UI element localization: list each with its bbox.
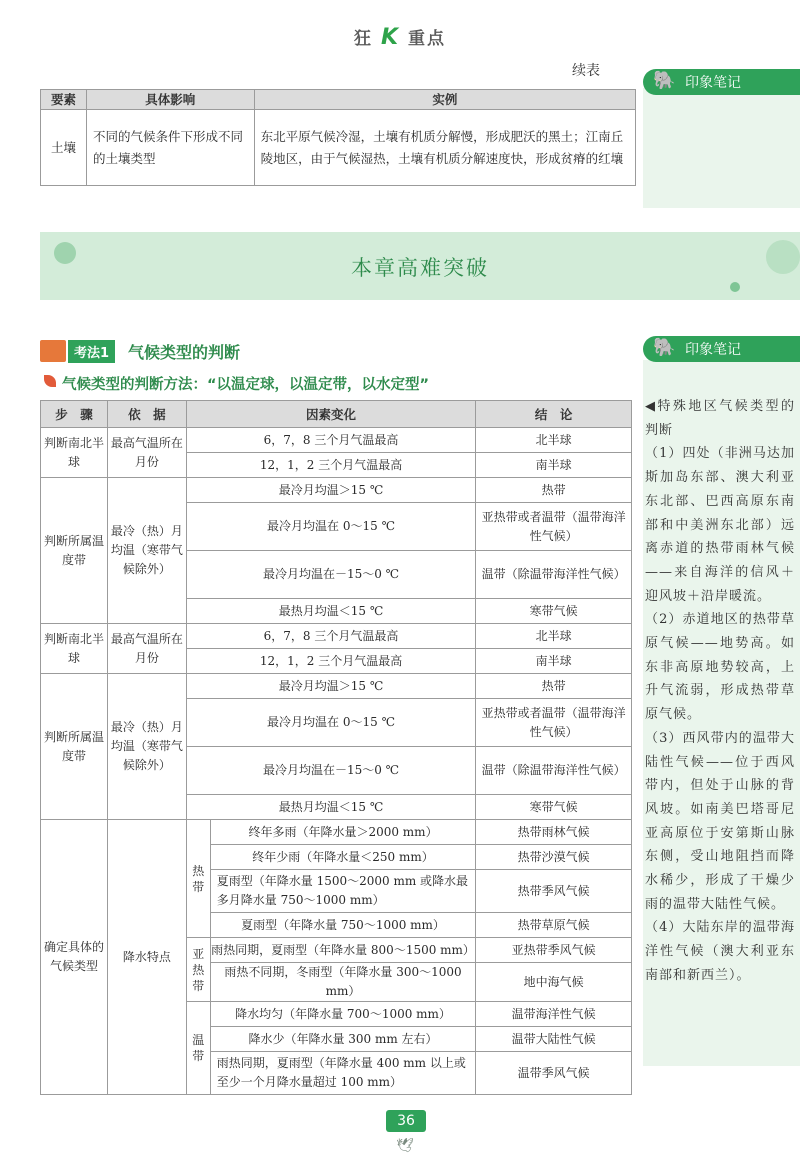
elephant-icon: 🐘 [653,70,676,91]
soil-example: 东北平原气候冷湿，土壤有机质分解慢，形成肥沃的黑土；江南丘陵地区，由于气候湿热，土壤有机质分解速度快，形成贫瘠的红壤 [254,110,635,186]
note-paragraph: （2）赤道地区的热带草原气候——地势高。如东非高原地势较高，上升气流弱，形成热带草原气候。 [645,612,795,723]
brand-text-b: 重点 [407,29,446,49]
result-cell: 亚热带或者温带（温带海洋性气候） [476,503,632,551]
kaofa-label: 考法1 [68,340,115,363]
note-area-top [643,88,800,208]
factor-cell: 12，1，2 三个月气温最高 [186,649,475,674]
result-cell: 热带草原气候 [476,913,632,938]
factor-cell: 雨热同期，夏雨型（年降水量 800～1500 mm） [210,938,476,963]
leaf-icon [44,375,56,387]
soil-element: 土壤 [41,110,87,186]
note-paragraph: （3）西风带内的温带大陆性气候——位于西风带内，但处于山脉的背风坡。如南美巴塔哥尼亚高原位于安第斯山脉东侧，受山地阻挡而降水稀少，形成了干燥少雨的温带大陆性气候。 [645,730,795,912]
factor-cell: 降水均匀（年降水量 700～1000 mm） [210,1002,476,1027]
result-cell: 温带海洋性气候 [476,1002,632,1027]
page-number: 36 [386,1110,426,1132]
continued-label: 续表 [572,63,600,79]
step-cell: 判断南北半球 [41,624,108,674]
factor-cell: 最热月均温＜15 ℃ [186,795,475,820]
factor-cell: 6，7，8 三个月气温最高 [186,624,475,649]
zone-label-subtropical: 亚热带 [186,938,210,1002]
factor-cell: 降水少（年降水量 300 mm 左右） [210,1027,476,1052]
factor-cell: 最冷月均温在－15～0 ℃ [186,747,475,795]
elephant-icon: 🐘 [653,337,676,358]
factor-cell: 最冷月均温在 0～15 ℃ [186,699,475,747]
chapter-banner [40,232,800,300]
result-cell: 亚热带或者温带（温带海洋性气候） [476,699,632,747]
result-cell: 温带（除温带海洋性气候） [476,747,632,795]
basis-cell: 降水特点 [107,820,186,1095]
col-header: 步 骤 [41,401,108,428]
soil-effect: 不同的气候条件下形成不同的土壤类型 [86,110,254,186]
factor-cell: 最冷月均温＞15 ℃ [186,478,475,503]
factor-cell: 最冷月均温在－15～0 ℃ [186,551,475,599]
result-cell: 南半球 [476,649,632,674]
brand-k: K [380,25,401,50]
result-cell: 地中海气候 [476,963,632,1002]
decor-circle [730,282,740,292]
col-header: 依 据 [107,401,186,428]
factor-cell: 最热月均温＜15 ℃ [186,599,475,624]
factor-cell: 最冷月均温在 0～15 ℃ [186,503,475,551]
step-cell: 判断所属温度带 [41,478,108,624]
note-tab-label: 印象笔记 [685,75,741,91]
factor-cell: 夏雨型（年降水量 1500～2000 mm 或降水最多月降水量 750～1000 mm） [210,870,476,913]
factor-cell: 雨热同期，夏雨型（年降水量 400 mm 以上或至少一个月降水量超过 100 mm） [210,1052,476,1095]
note-paragraph: （1）四处（非洲马达加斯加岛东部、澳大利亚东北部、巴西高原东南部和中美洲东北部）远离赤道的热带雨林气候——来自海洋的信风＋迎风坡＋沿岸暖流。 [645,446,795,604]
result-cell: 热带 [476,478,632,503]
result-cell: 热带季风气候 [476,870,632,913]
result-cell: 亚热带季风气候 [476,938,632,963]
factor-cell: 终年多雨（年降水量＞2000 mm） [210,820,476,845]
note-tab-main [643,336,800,362]
factor-cell: 夏雨型（年降水量 750～1000 mm） [210,913,476,938]
result-cell: 热带 [476,674,632,699]
col-header: 实例 [254,90,635,110]
note-tab-top [643,69,800,95]
bird-icon: 🕊 [396,1138,414,1154]
result-cell: 北半球 [476,624,632,649]
side-notes [645,395,795,988]
banner-title: 本章高难突破 [351,256,489,280]
brand-text-a: 狂 [354,29,374,49]
factor-cell: 6，7，8 三个月气温最高 [186,428,475,453]
soil-table [40,89,636,186]
result-cell: 温带（除温带海洋性气候） [476,551,632,599]
result-cell: 热带沙漠气候 [476,845,632,870]
result-cell: 北半球 [476,428,632,453]
factor-cell: 终年少雨（年降水量＜250 mm） [210,845,476,870]
col-header: 要素 [41,90,87,110]
basis-cell: 最高气温所在月份 [107,428,186,478]
result-cell: 寒带气候 [476,795,632,820]
factor-cell: 12，1，2 三个月气温最高 [186,453,475,478]
basis-cell: 最冷（热）月均温（寒带气候除外） [107,674,186,820]
basis-cell: 最冷（热）月均温（寒带气候除外） [107,478,186,624]
col-header: 因素变化 [186,401,475,428]
zone-label-tropical: 热带 [186,820,210,938]
step-cell: 判断所属温度带 [41,674,108,820]
note-heading: ◀特殊地区气候类型的判断 [645,399,795,438]
zone-label-temperate: 温带 [186,1002,210,1095]
result-cell: 南半球 [476,453,632,478]
method-heading: 气候类型的判断方法：“以温定球，以温定带，以水定型” [62,377,430,393]
result-cell: 热带雨林气候 [476,820,632,845]
brand-logo [0,24,800,50]
factor-cell: 雨热不同期，冬雨型（年降水量 300～1000 mm） [210,963,476,1002]
col-header: 具体影响 [86,90,254,110]
result-cell: 温带季风气候 [476,1052,632,1095]
step-cell: 确定具体的气候类型 [41,820,108,1095]
step-cell: 判断南北半球 [41,428,108,478]
factor-cell: 最冷月均温＞15 ℃ [186,674,475,699]
note-paragraph: （4）大陆东岸的温带海洋性气候（澳大利亚东南部和新西兰）。 [645,920,795,983]
result-cell: 寒带气候 [476,599,632,624]
climate-table [40,400,632,1095]
kaofa-title: 气候类型的判断 [128,343,241,362]
col-header: 结 论 [476,401,632,428]
kaofa-badge [40,340,115,362]
book-icon [40,340,66,362]
basis-cell: 最高气温所在月份 [107,624,186,674]
result-cell: 温带大陆性气候 [476,1027,632,1052]
note-tab-label: 印象笔记 [685,342,741,358]
